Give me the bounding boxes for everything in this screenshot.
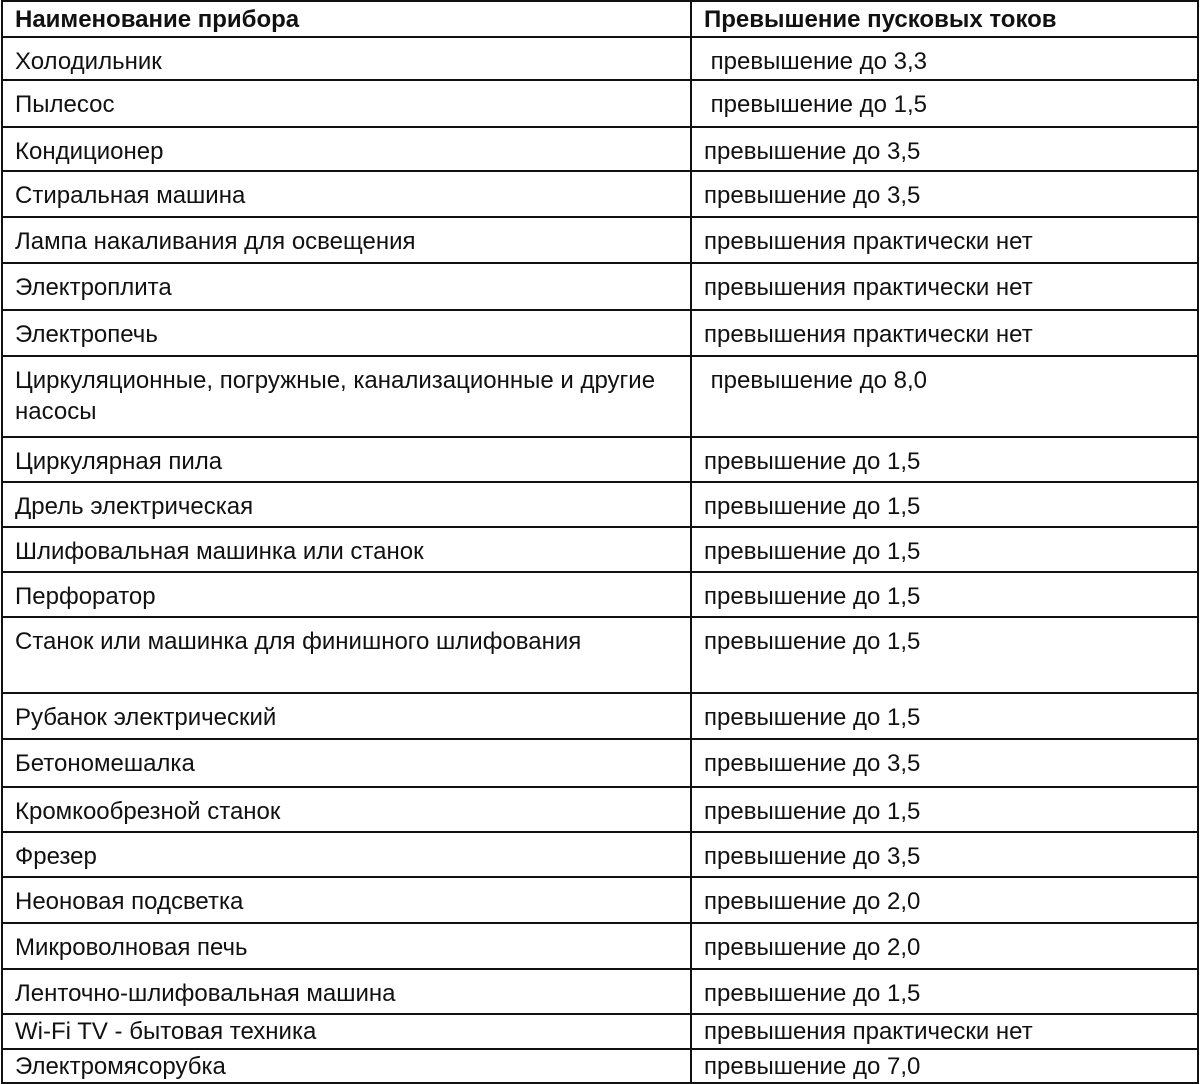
inrush-current-table — [1, 0, 1199, 1084]
table-row — [2, 127, 1198, 171]
device-name-cell: Электромясорубка — [2, 1049, 691, 1083]
inrush-value-cell: превышение до 1,5 — [691, 617, 1198, 693]
device-name-cell: Циркулярная пила — [2, 437, 691, 482]
table-row — [2, 877, 1198, 923]
table-header-row — [2, 1, 1198, 37]
table-row — [2, 969, 1198, 1014]
device-name-cell: Рубанок электрический — [2, 693, 691, 739]
table-row — [2, 482, 1198, 527]
device-name-cell: Ленточно-шлифовальная машина — [2, 969, 691, 1014]
table-row — [2, 171, 1198, 217]
table-row — [2, 37, 1198, 80]
inrush-value-cell: превышения практически нет — [691, 217, 1198, 263]
device-name-cell: Кромкообрезной станок — [2, 787, 691, 832]
column-header-device: Наименование прибора — [2, 1, 691, 37]
table-row — [2, 693, 1198, 739]
table-row — [2, 787, 1198, 832]
table-row — [2, 572, 1198, 617]
table-row — [2, 527, 1198, 572]
column-header-inrush: Превышение пусковых токов — [691, 1, 1198, 37]
device-name-cell: Электропечь — [2, 310, 691, 356]
inrush-value-cell: превышение до 3,3 — [691, 37, 1198, 80]
table-row — [2, 617, 1198, 693]
inrush-value-cell: превышение до 1,5 — [691, 693, 1198, 739]
device-name-cell: Микроволновая печь — [2, 923, 691, 969]
inrush-value-cell: превышение до 1,5 — [691, 572, 1198, 617]
inrush-value-cell: превышение до 3,5 — [691, 127, 1198, 171]
table-row — [2, 1014, 1198, 1049]
table-row — [2, 217, 1198, 263]
device-name-cell: Wi-Fi TV - бытовая техника — [2, 1014, 691, 1049]
table-body — [2, 37, 1198, 1083]
inrush-value-cell: превышение до 7,0 — [691, 1049, 1198, 1083]
table-row — [2, 356, 1198, 437]
inrush-value-cell: превышение до 2,0 — [691, 923, 1198, 969]
inrush-value-cell: превышение до 1,5 — [691, 80, 1198, 127]
device-name-cell: Холодильник — [2, 37, 691, 80]
table-row — [2, 832, 1198, 877]
inrush-value-cell: превышения практически нет — [691, 1014, 1198, 1049]
device-name-cell: Бетономешалка — [2, 739, 691, 787]
inrush-value-cell: превышения практически нет — [691, 310, 1198, 356]
inrush-value-cell: превышение до 1,5 — [691, 969, 1198, 1014]
inrush-value-cell: превышение до 3,5 — [691, 739, 1198, 787]
table-row — [2, 739, 1198, 787]
inrush-value-cell: превышение до 1,5 — [691, 437, 1198, 482]
device-name-cell: Лампа накаливания для освещения — [2, 217, 691, 263]
table-row — [2, 310, 1198, 356]
device-name-cell: Пылесос — [2, 80, 691, 127]
table-row — [2, 1049, 1198, 1083]
inrush-value-cell: превышение до 2,0 — [691, 877, 1198, 923]
inrush-value-cell: превышение до 1,5 — [691, 527, 1198, 572]
device-name-cell: Станок или машинка для финишного шлифования — [2, 617, 691, 693]
device-name-cell: Шлифовальная машинка или станок — [2, 527, 691, 572]
device-name-cell: Неоновая подсветка — [2, 877, 691, 923]
inrush-value-cell: превышение до 8,0 — [691, 356, 1198, 437]
inrush-value-cell: превышение до 3,5 — [691, 171, 1198, 217]
inrush-value-cell: превышение до 1,5 — [691, 787, 1198, 832]
device-name-cell: Стиральная машина — [2, 171, 691, 217]
device-name-cell: Кондиционер — [2, 127, 691, 171]
device-name-cell: Дрель электрическая — [2, 482, 691, 527]
table-row — [2, 80, 1198, 127]
table-row — [2, 437, 1198, 482]
table-row — [2, 263, 1198, 310]
inrush-value-cell: превышения практически нет — [691, 263, 1198, 310]
inrush-value-cell: превышение до 3,5 — [691, 832, 1198, 877]
device-name-cell: Циркуляционные, погружные, канализационные и другие насосы — [2, 356, 691, 437]
table-row — [2, 923, 1198, 969]
inrush-value-cell: превышение до 1,5 — [691, 482, 1198, 527]
device-name-cell: Электроплита — [2, 263, 691, 310]
device-name-cell: Перфоратор — [2, 572, 691, 617]
device-name-cell: Фрезер — [2, 832, 691, 877]
